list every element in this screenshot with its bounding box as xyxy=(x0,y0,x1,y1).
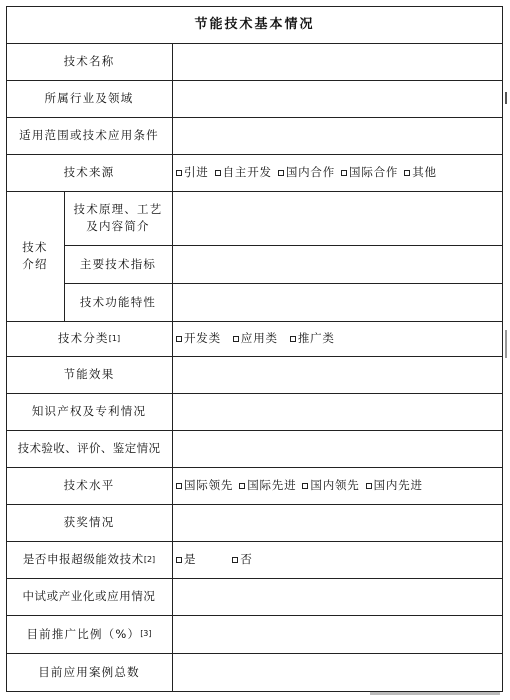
level-option[interactable]: 国内先进 xyxy=(366,477,423,494)
level-option[interactable]: 国际领先 xyxy=(176,477,233,494)
category-option[interactable]: 推广类 xyxy=(290,330,335,347)
label-intro xyxy=(6,191,64,321)
source-option[interactable]: 引进 xyxy=(176,164,209,181)
label-source: 技术来源 xyxy=(63,165,115,179)
level-options xyxy=(172,467,503,504)
label-category: 技术分类 [1] xyxy=(57,331,121,345)
label-super-eff: 是否申报超级能效技术 [2] xyxy=(22,552,156,566)
label-intro-text: 技术介绍 xyxy=(22,240,48,271)
value-effect[interactable] xyxy=(172,356,503,393)
checkbox-icon xyxy=(176,336,182,342)
checkbox-icon xyxy=(366,483,372,489)
value-ip[interactable] xyxy=(172,393,503,430)
label-awards: 获奖情况 xyxy=(63,515,115,529)
label-effect: 节能效果 xyxy=(63,367,115,381)
label-principle-line1: 技术原理、工艺 xyxy=(73,202,163,216)
value-awards[interactable] xyxy=(172,504,503,541)
source-option[interactable]: 国内合作 xyxy=(278,164,335,181)
edge-mark xyxy=(370,692,500,695)
checkbox-icon xyxy=(404,170,410,176)
super-eff-option[interactable]: 否 xyxy=(232,551,252,568)
label-features: 技术功能特性 xyxy=(79,294,157,309)
label-ratio-text: 目前推广比例（%） xyxy=(26,626,141,641)
checkbox-icon xyxy=(233,336,239,342)
page-title: 节能技术基本情况 xyxy=(194,17,315,32)
source-option[interactable]: 国际合作 xyxy=(341,164,398,181)
checkbox-icon xyxy=(176,170,182,176)
checkbox-icon xyxy=(302,483,308,489)
checkbox-icon xyxy=(341,170,347,176)
value-features[interactable] xyxy=(172,283,503,321)
category-option[interactable]: 开发类 xyxy=(176,330,221,347)
checkbox-icon xyxy=(232,557,238,563)
value-indicators[interactable] xyxy=(172,245,503,283)
checkbox-icon xyxy=(176,557,182,563)
source-option[interactable]: 其他 xyxy=(404,164,437,181)
super-eff-options xyxy=(172,541,503,578)
label-cases: 目前应用案例总数 xyxy=(38,665,140,679)
checkbox-icon xyxy=(176,483,182,489)
value-principle[interactable] xyxy=(172,191,503,245)
level-option[interactable]: 国际先进 xyxy=(239,477,296,494)
checkbox-icon xyxy=(290,336,296,342)
value-scope[interactable] xyxy=(172,117,503,154)
category-option[interactable]: 应用类 xyxy=(233,330,278,347)
checkbox-icon xyxy=(239,483,245,489)
label-category-text: 技术分类 xyxy=(57,331,109,345)
super-eff-option[interactable]: 是 xyxy=(176,551,196,568)
label-indicators: 主要技术指标 xyxy=(79,256,157,271)
value-acceptance[interactable] xyxy=(172,430,503,467)
checkbox-icon xyxy=(215,170,221,176)
value-pilot[interactable] xyxy=(172,578,503,615)
label-super-eff-text: 是否申报超级能效技术 xyxy=(22,552,144,566)
label-acceptance: 技术验收、评价、鉴定情况 xyxy=(17,441,161,455)
label-tech-name: 技术名称 xyxy=(63,54,115,68)
value-ratio[interactable] xyxy=(172,615,503,653)
edge-mark xyxy=(505,92,507,104)
checkbox-icon xyxy=(278,170,284,176)
value-tech-name[interactable] xyxy=(172,43,503,80)
source-options xyxy=(172,154,503,191)
edge-mark xyxy=(505,330,507,358)
label-principle-line2: 及内容简介 xyxy=(86,219,150,233)
value-industry[interactable] xyxy=(172,80,503,117)
label-ratio: 目前推广比例（%） [3] xyxy=(26,626,152,641)
label-ip: 知识产权及专利情况 xyxy=(31,404,147,418)
label-scope: 适用范围或技术应用条件 xyxy=(19,128,159,142)
value-cases[interactable] xyxy=(172,653,503,692)
label-pilot: 中试或产业化或应用情况 xyxy=(22,589,156,603)
label-level: 技术水平 xyxy=(63,478,115,492)
label-industry: 所属行业及领域 xyxy=(44,91,134,105)
source-option[interactable]: 自主开发 xyxy=(215,164,272,181)
level-option[interactable]: 国内领先 xyxy=(302,477,359,494)
category-options xyxy=(172,321,503,356)
label-principle xyxy=(64,191,172,245)
